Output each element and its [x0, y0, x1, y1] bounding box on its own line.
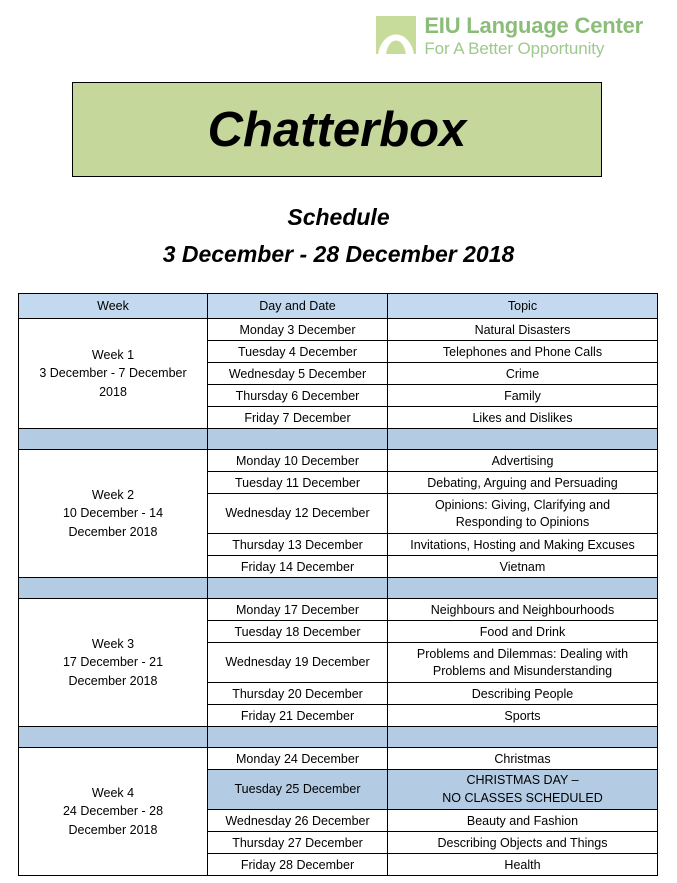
day-and-date-cell: Friday 28 December	[208, 854, 388, 876]
topic-cell: Debating, Arguing and Persuading	[388, 472, 658, 494]
week-number: Week 3	[91, 637, 135, 652]
topic-cell: Crime	[388, 363, 658, 385]
table-row	[19, 319, 658, 341]
table-head	[19, 294, 658, 319]
topic-line: Problems and Dilemmas: Dealing with	[416, 646, 629, 661]
week-date-range-line: 17 December - 21	[62, 655, 164, 670]
column-header-day: Day and Date	[208, 294, 388, 319]
week-spacer-cell	[208, 429, 388, 450]
week-spacer-cell	[388, 429, 658, 450]
topic-cell	[388, 494, 658, 534]
topic-cell: Advertising	[388, 450, 658, 472]
week-spacer-row	[19, 727, 658, 748]
day-and-date-cell: Wednesday 26 December	[208, 810, 388, 832]
topic-cell: Likes and Dislikes	[388, 407, 658, 429]
day-and-date-cell: Friday 14 December	[208, 556, 388, 578]
week-date-range-line: December 2018	[68, 524, 158, 539]
topic-line: Opinions: Giving, Clarifying and	[434, 497, 611, 512]
day-and-date-cell: Tuesday 4 December	[208, 341, 388, 363]
week-label-cell	[19, 450, 208, 578]
week-spacer-cell	[19, 429, 208, 450]
week-date-range-line: 24 December - 28	[62, 804, 164, 819]
day-and-date-cell: Tuesday 25 December	[208, 770, 388, 810]
topic-cell: Telephones and Phone Calls	[388, 341, 658, 363]
day-and-date-cell: Wednesday 19 December	[208, 643, 388, 683]
table-row	[19, 599, 658, 621]
table-body	[19, 319, 658, 876]
day-and-date-cell: Monday 10 December	[208, 450, 388, 472]
topic-cell	[388, 643, 658, 683]
week-spacer-row	[19, 429, 658, 450]
topic-cell: Natural Disasters	[388, 319, 658, 341]
subtitle-schedule: Schedule	[287, 204, 390, 230]
topic-cell: Christmas	[388, 748, 658, 770]
topic-cell: Beauty and Fashion	[388, 810, 658, 832]
topic-cell: Family	[388, 385, 658, 407]
week-spacer-cell	[208, 727, 388, 748]
week-date-range-line: 10 December - 14	[62, 506, 164, 521]
day-and-date-cell: Friday 7 December	[208, 407, 388, 429]
day-and-date-cell: Friday 21 December	[208, 705, 388, 727]
logo-text-block	[424, 15, 643, 57]
day-and-date-cell: Tuesday 11 December	[208, 472, 388, 494]
title-banner	[72, 82, 602, 177]
topic-cell: Food and Drink	[388, 621, 658, 643]
column-header-week: Week	[19, 294, 208, 319]
week-date-range-line: December 2018	[68, 822, 158, 837]
week-spacer-cell	[388, 578, 658, 599]
week-spacer-row	[19, 578, 658, 599]
day-and-date-cell: Tuesday 18 December	[208, 621, 388, 643]
table-row	[19, 450, 658, 472]
day-and-date-cell: Monday 17 December	[208, 599, 388, 621]
topic-cell: Health	[388, 854, 658, 876]
week-label-cell	[19, 748, 208, 876]
schedule-table-wrapper	[18, 293, 657, 876]
day-and-date-cell: Wednesday 5 December	[208, 363, 388, 385]
topic-cell: Invitations, Hosting and Making Excuses	[388, 534, 658, 556]
week-number: Week 4	[91, 786, 135, 801]
week-number: Week 1	[91, 348, 135, 363]
day-and-date-cell: Thursday 27 December	[208, 832, 388, 854]
week-spacer-cell	[19, 727, 208, 748]
day-and-date-cell: Monday 3 December	[208, 319, 388, 341]
table-row	[19, 748, 658, 770]
topic-line: Responding to Opinions	[455, 514, 590, 529]
day-and-date-cell: Monday 24 December	[208, 748, 388, 770]
table-header-row	[19, 294, 658, 319]
week-label-cell	[19, 599, 208, 727]
logo-title: EIU Language Center	[424, 13, 643, 38]
week-number: Week 2	[91, 488, 135, 503]
arch-bridge-icon	[376, 16, 416, 56]
topic-cell: Neighbours and Neighbourhoods	[388, 599, 658, 621]
week-label-cell	[19, 319, 208, 429]
day-and-date-cell: Thursday 13 December	[208, 534, 388, 556]
logo-bar	[0, 0, 677, 72]
topic-line: NO CLASSES SCHEDULED	[442, 790, 603, 805]
topic-cell: Describing Objects and Things	[388, 832, 658, 854]
topic-cell: Describing People	[388, 683, 658, 705]
week-spacer-cell	[208, 578, 388, 599]
eiu-language-center-logo	[376, 15, 643, 57]
topic-cell	[388, 770, 658, 810]
week-date-range-line: December 2018	[68, 673, 158, 688]
logo-tagline: For A Better Opportunity	[424, 39, 605, 58]
page-title: Chatterbox	[207, 102, 467, 157]
day-and-date-cell: Wednesday 12 December	[208, 494, 388, 534]
week-spacer-cell	[19, 578, 208, 599]
topic-cell: Sports	[388, 705, 658, 727]
schedule-table	[18, 293, 658, 876]
subtitle-block	[0, 204, 677, 268]
column-header-topic: Topic	[388, 294, 658, 319]
week-date-range-line: 2018	[99, 384, 127, 399]
day-and-date-cell: Thursday 6 December	[208, 385, 388, 407]
day-and-date-cell: Thursday 20 December	[208, 683, 388, 705]
topic-line: Problems and Misunderstanding	[432, 663, 613, 678]
week-date-range-line: 3 December - 7 December	[39, 366, 187, 381]
topic-cell: Vietnam	[388, 556, 658, 578]
subtitle-date-range: 3 December - 28 December 2018	[162, 241, 515, 267]
week-spacer-cell	[388, 727, 658, 748]
topic-line: CHRISTMAS DAY –	[466, 773, 579, 787]
